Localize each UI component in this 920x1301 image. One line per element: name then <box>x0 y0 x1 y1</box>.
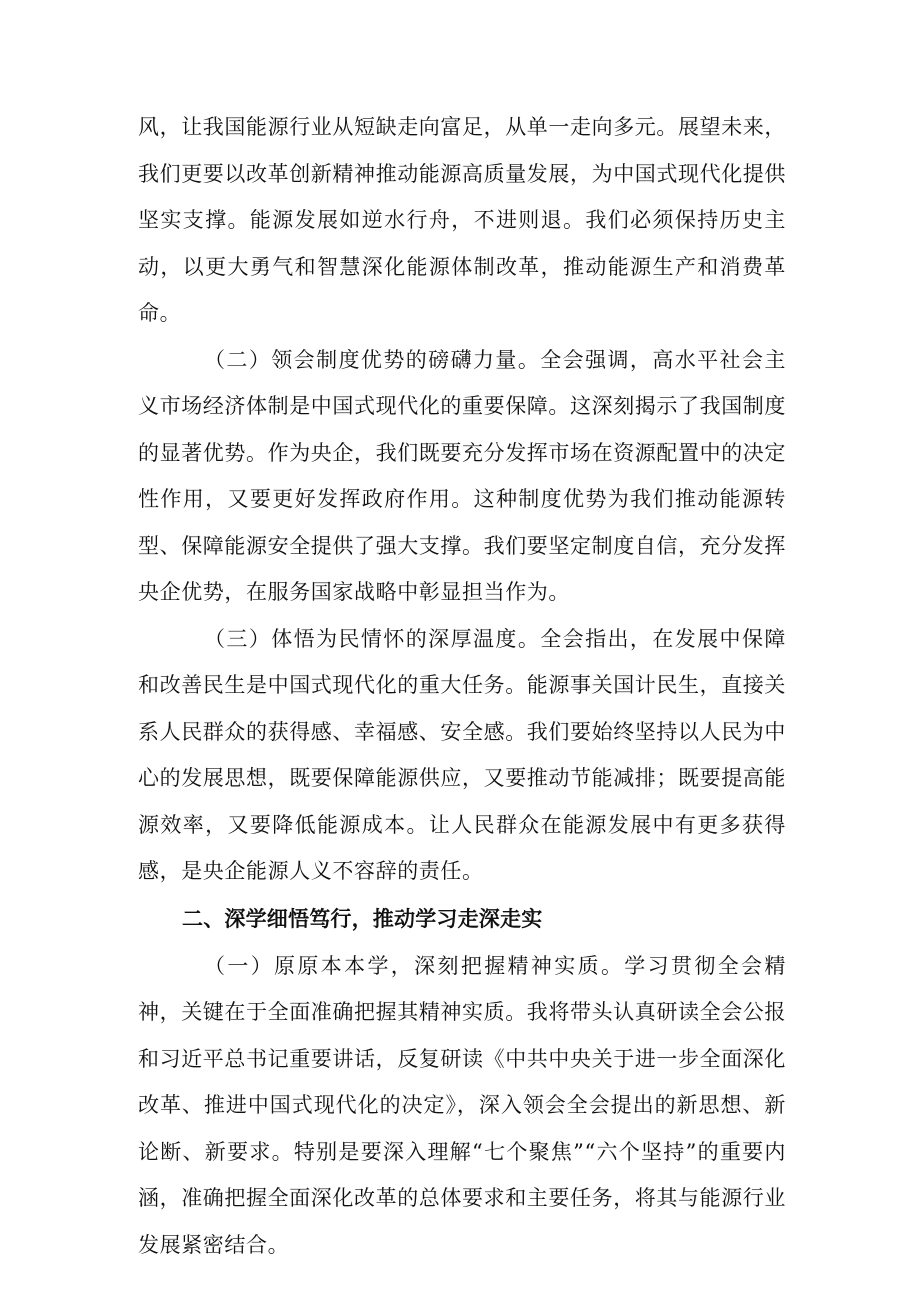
body-paragraph-people-centered: （三）体悟为民情怀的深厚温度。全会指出，在发展中保障和改善民生是中国式现代化的重大任务。能源事关国计民生，直接关系人民群众的获得感、幸福感、安全感。我们要始终坚持以人民为中心的发展思想，既要保障能源供应，又要推动节能减排；既要提高能源效率，又要降低能源成本。让人民群众在能源发展中有更多获得感，是央企能源人义不容辞的责任。 <box>138 626 786 883</box>
body-paragraph-study-original: （一）原原本本学，深刻把握精神实质。学习贯彻全会精神，关键在于全面准确把握其精神实质。我将带头认真研读全会公报和习近平总书记重要讲话，反复研读《中共中央关于进一步全面深化改革、推进中国式现代化的决定》，深入领会全会提出的新思想、新论断、新要求。特别是要深入理解“七个聚焦”“六个坚持”的重要内涵，准确把握全面深化改革的总体要求和主要任务，将其与能源行业发展紧密结合。 <box>138 953 786 1257</box>
body-paragraph-continued: 风，让我国能源行业从短缺走向富足，从单一走向多元。展望未来，我们更要以改革创新精神推动能源高质量发展，为中国式现代化提供坚实支撑。能源发展如逆水行舟，不进则退。我们必须保持历史主动，以更大勇气和智慧深化能源体制改革，推动能源生产和消费革命。 <box>138 115 786 325</box>
section-heading: 二、深学细悟笃行，推动学习走深走实 <box>182 906 543 931</box>
document-page <box>138 104 786 1268</box>
body-paragraph-institutional-advantage: （二）领会制度优势的磅礴力量。全会强调，高水平社会主义市场经济体制是中国式现代化的重要保障。这深刻揭示了我国制度的显著优势。作为央企，我们既要充分发挥市场在资源配置中的决定性作用，又要更好发挥政府作用。这种制度优势为我们推动能源转型、保障能源安全提供了强大支撑。我们要坚定制度自信，充分发挥央企优势，在服务国家战略中彰显担当作为。 <box>138 347 786 604</box>
